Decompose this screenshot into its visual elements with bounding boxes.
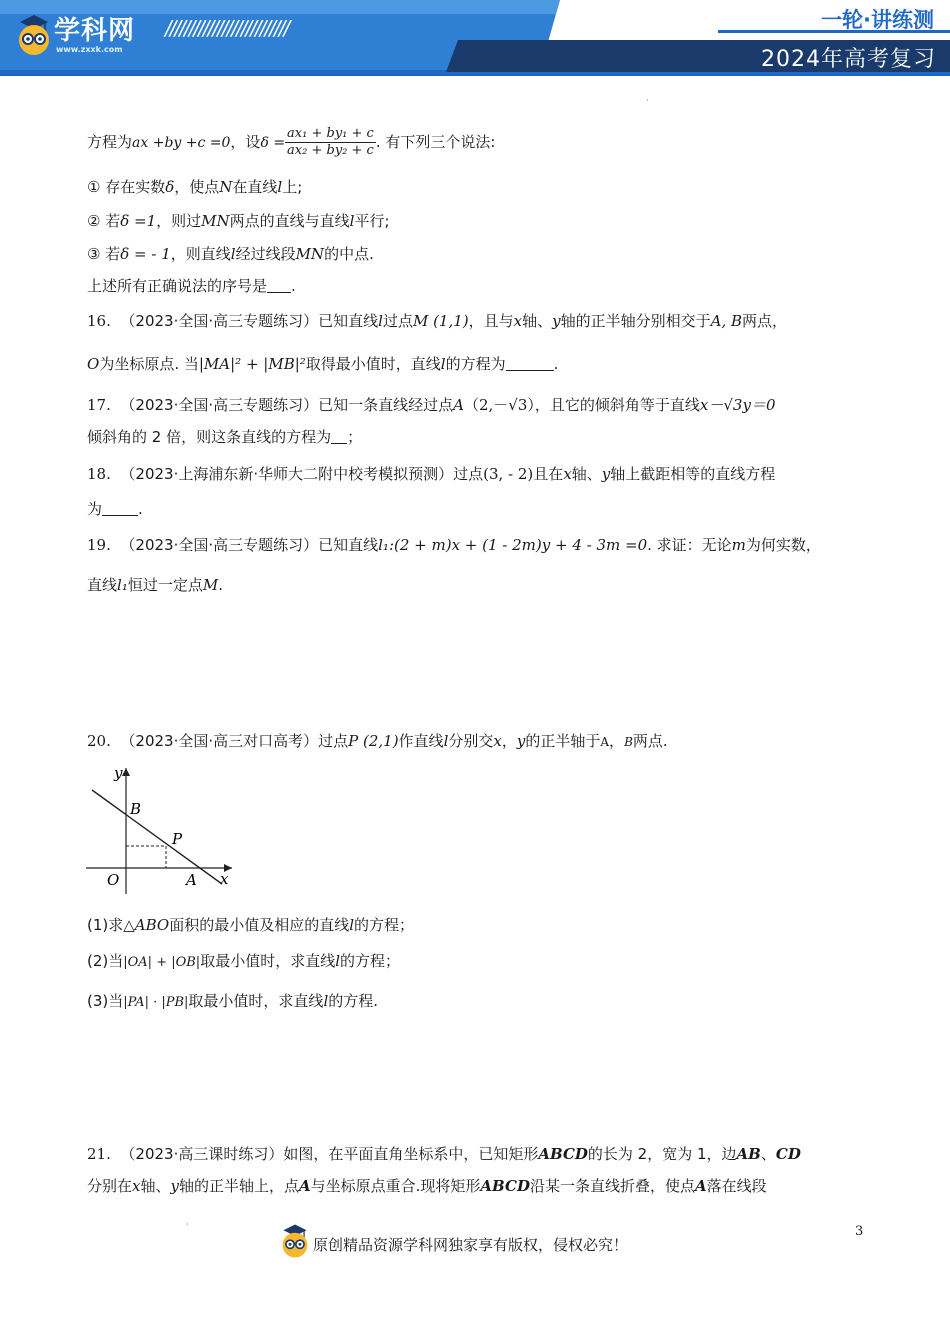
answer-blank	[331, 429, 347, 444]
y-axis-arrow	[122, 768, 130, 776]
footer-mascot-icon	[278, 1222, 312, 1260]
label-B: B	[130, 800, 142, 818]
page-header	[0, 0, 950, 76]
answer-blank	[102, 501, 138, 516]
delta-fraction: $\frac{\text{ax₁ + by₁ + c}}{\text{ax₂ + by₂ + c}}$	[287, 126, 374, 158]
q16-line-1: 16. （2023·全国·高三专题练习）已知直线l过点M (1,1)，且与x轴、y轴的正半轴分别相交于A, B两点，	[87, 312, 788, 330]
series-title: 一轮·讲练测	[821, 8, 934, 32]
footer-copyright: 原创精品资源学科网独家享有版权，侵权必究！	[313, 1236, 629, 1254]
q15-statement-2: ② 若δ =1，则过MN两点的直线与直线l平行;	[87, 212, 390, 230]
q20-line-1: 20. （2023·全国·高三对口高考）过点P (2,1)作直线l分别交x，y的正半轴于A，B两点.	[87, 732, 668, 750]
q19-line-1: 19. （2023·全国·高三专题练习）已知直线l₁:(2 + m)x + (1 - 2m)y + 4 - 3m =0. 求证：无论m为何实数，	[87, 536, 821, 554]
q15-intro-line: 方程为ax +by +c =0，设δ = $\frac{\text{ax₁ + by₁ + c}}{\text{ax₂ + by₂ + c}}$ . 有下列三个说法:	[87, 126, 496, 158]
stray-dot: ·	[186, 1220, 189, 1229]
label-O: O	[107, 871, 120, 889]
answer-blank	[506, 356, 554, 371]
q17-line-2: 倾斜角的 2 倍，则这条直线的方程为 ；	[87, 428, 363, 446]
stray-dot: ·	[646, 96, 649, 105]
q17-line-1: 17. （2023·全国·高三专题练习）已知一条直线经过点A（2,－√3），且它的倾斜角等于直线x－√3y＝0	[87, 396, 776, 414]
q15-statement-1: ① 存在实数δ，使点N在直线l上;	[87, 178, 303, 196]
page-number: 3	[855, 1224, 864, 1239]
logo-url: www.zxxk.com	[56, 45, 123, 54]
q21-line-1: 21. （2023·高三课时练习）如图，在平面直角坐标系中，已知矩形ABCD的长为 2，宽为 1，边AB、CD	[87, 1145, 801, 1163]
label-P: P	[172, 830, 183, 848]
q21-line-2: 分别在x轴、y轴的正半轴上，点A与坐标原点重合.现将矩形ABCD沿某一条直线折叠，使点A落在线段	[87, 1177, 767, 1195]
header-slashes: //////////////////////////	[165, 16, 289, 40]
q20-part-1: (1)求△ABO面积的最小值及相应的直线l的方程；	[87, 916, 415, 934]
q16-line-2: O为坐标原点. 当|MA|² + |MB|²取得最小值时，直线l的方程为 .	[87, 355, 559, 373]
q20-part-2: (2)当|OA| + |OB|取最小值时，求直线l的方程；	[87, 952, 401, 970]
header-title: 2024年高考复习	[761, 47, 936, 72]
q20-part-3: (3)当|PA| · |PB|取最小值时，求直线l的方程.	[87, 992, 379, 1010]
q20-figure	[86, 760, 236, 896]
logo-text: 学科网	[54, 16, 136, 46]
q19-line-2: 直线l₁恒过一定点M.	[87, 576, 223, 594]
q15-statement-3: ③ 若δ = - 1，则直线l经过线段MN的中点.	[87, 245, 374, 263]
q15-question: 上述所有正确说法的序号是 .	[87, 277, 296, 295]
answer-blank	[267, 278, 291, 293]
label-x: x	[220, 870, 229, 888]
label-A: A	[186, 871, 197, 889]
q18-line-1: 18. （2023·上海浦东新·华师大二附中校考模拟预测）过点(3, - 2)且在x轴、y轴上截距相等的直线方程	[87, 465, 776, 483]
mascot-icon	[14, 12, 54, 58]
label-y: y	[114, 764, 123, 782]
line-l	[92, 790, 222, 884]
q18-line-2: 为 .	[87, 500, 143, 518]
